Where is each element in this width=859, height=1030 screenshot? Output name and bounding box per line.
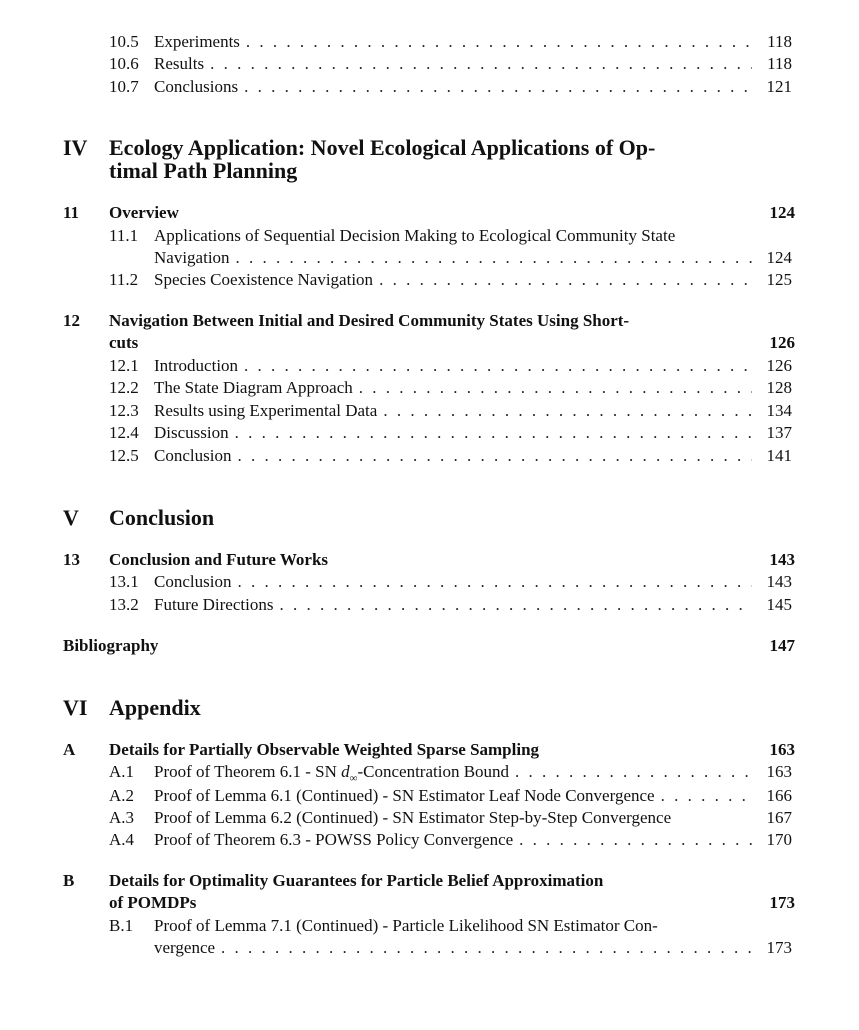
dot-leader <box>246 31 752 53</box>
math-subscript-infinity: ∞ <box>349 772 358 785</box>
dot-leader <box>661 785 752 807</box>
toc-section-a-1[interactable] <box>0 761 859 783</box>
page-number: 124 <box>769 203 795 222</box>
section-number: 13.1 <box>109 572 139 591</box>
toc-appendix-a[interactable] <box>0 739 859 761</box>
section-title: Proof of Theorem 6.3 - POWSS Policy Convergence <box>154 830 514 849</box>
toc-section-12-3[interactable] <box>0 400 859 422</box>
part-title-line2[interactable]: timal Path Planning <box>109 158 298 183</box>
chapter-title-line2: cuts <box>109 333 139 352</box>
toc-section-a-3[interactable] <box>0 807 859 829</box>
toc-chapter-13[interactable] <box>0 549 859 571</box>
bibliography-title: Bibliography <box>63 636 159 655</box>
dot-leader <box>236 247 752 269</box>
toc-section-10-5[interactable] <box>0 31 859 53</box>
page-number: 173 <box>766 938 792 957</box>
section-title: Results <box>154 54 205 73</box>
toc-section-13-1[interactable] <box>0 571 859 593</box>
part-title[interactable]: Appendix <box>109 695 201 720</box>
page-number: 128 <box>766 378 792 397</box>
section-number: 10.5 <box>109 32 139 51</box>
section-title: Results using Experimental Data <box>154 401 378 420</box>
page-number: 125 <box>766 270 792 289</box>
section-number: 13.2 <box>109 595 139 614</box>
page-number: 167 <box>766 808 792 827</box>
section-title: Conclusions <box>154 77 239 96</box>
page-number: 163 <box>766 762 792 781</box>
dot-leader <box>237 445 752 467</box>
section-title: The State Diagram Approach <box>154 378 353 397</box>
section-title: Conclusion <box>154 446 232 465</box>
toc-section-12-2[interactable] <box>0 377 859 399</box>
toc-section-12-5[interactable] <box>0 445 859 467</box>
dot-leader <box>210 53 752 75</box>
toc-chapter-11[interactable] <box>0 202 859 224</box>
page-number: 126 <box>769 333 795 352</box>
toc-appendix-b-cont[interactable] <box>0 892 859 914</box>
section-title-line2: vergence <box>154 938 216 957</box>
appendix-letter: A <box>63 740 76 759</box>
page-number: 163 <box>769 740 795 759</box>
appendix-letter: B <box>63 871 75 890</box>
toc-section-12-1[interactable] <box>0 355 859 377</box>
dot-leader <box>244 76 752 98</box>
page-number: 118 <box>767 54 792 73</box>
chapter-title: Conclusion and Future Works <box>109 550 329 569</box>
section-number: 10.7 <box>109 77 139 96</box>
section-title-line1: Applications of Sequential Decision Making to Ecological Community State <box>154 226 676 245</box>
chapter-title: Overview <box>109 203 179 222</box>
dot-leader <box>519 829 752 851</box>
page-number: 118 <box>767 32 792 51</box>
section-title: Discussion <box>154 423 229 442</box>
section-number: 12.4 <box>109 423 139 442</box>
chapter-number: 13 <box>63 550 80 569</box>
toc-section-b-1-cont[interactable] <box>0 937 859 959</box>
page-number: 137 <box>766 423 792 442</box>
section-number: A.1 <box>109 762 135 781</box>
part-title[interactable]: Conclusion <box>109 505 215 530</box>
toc-bibliography[interactable] <box>0 635 859 657</box>
dot-leader <box>359 377 752 399</box>
title-text: Proof of Theorem 6.1 - SN <box>154 762 342 781</box>
chapter-number: 12 <box>63 311 80 330</box>
part-title-line1[interactable]: Ecology Application: Novel Ecological Applications of Op- <box>109 135 656 160</box>
dot-leader <box>383 400 752 422</box>
page-number: 145 <box>766 595 792 614</box>
toc-section-10-6[interactable] <box>0 53 859 75</box>
dot-leader <box>244 355 752 377</box>
section-title: Future Directions <box>154 595 274 614</box>
part-number: V <box>63 505 79 530</box>
section-number: 11.2 <box>109 270 139 289</box>
page-number: 121 <box>766 77 792 96</box>
page-number: 124 <box>766 248 792 267</box>
dot-leader <box>237 571 752 593</box>
toc-section-11-2[interactable] <box>0 269 859 291</box>
page-number: 166 <box>766 786 792 805</box>
toc-section-11-1-cont[interactable] <box>0 247 859 269</box>
section-title: Proof of Lemma 6.1 (Continued) - SN Estimator Leaf Node Convergence <box>154 786 655 805</box>
section-number: A.4 <box>109 830 135 849</box>
toc-section-11-1[interactable] <box>0 225 859 247</box>
section-title: Introduction <box>154 356 239 375</box>
appendix-title-line1: Details for Optimality Guarantees for Particle Belief Approximation <box>109 871 604 890</box>
appendix-title-line2: of POMDPs <box>109 893 197 912</box>
section-number: B.1 <box>109 916 134 935</box>
section-number: 11.1 <box>109 226 139 245</box>
section-title: Proof of Lemma 6.2 (Continued) - SN Estimator Step-by-Step Convergence <box>154 808 672 827</box>
page-number: 170 <box>766 830 792 849</box>
toc-section-12-4[interactable] <box>0 422 859 444</box>
dot-leader <box>279 594 752 616</box>
appendix-title: Details for Partially Observable Weighted Sparse Sampling <box>109 740 540 759</box>
section-number: 12.3 <box>109 401 139 420</box>
toc-section-10-7[interactable] <box>0 76 859 98</box>
dot-leader <box>221 937 752 959</box>
title-text: -Concentration Bound <box>357 762 510 781</box>
page-number: 126 <box>766 356 792 375</box>
toc-appendix-b[interactable] <box>0 870 859 892</box>
page-number: 143 <box>769 550 795 569</box>
chapter-number: 11 <box>63 203 80 222</box>
part-number: IV <box>63 135 88 160</box>
section-number: 10.6 <box>109 54 139 73</box>
section-number: 12.5 <box>109 446 139 465</box>
toc-section-13-2[interactable] <box>0 594 859 616</box>
section-title: Experiments <box>154 32 240 51</box>
math-d: d <box>341 762 350 781</box>
toc-chapter-12-cont[interactable] <box>0 332 859 354</box>
dot-leader <box>235 422 752 444</box>
page-number: 141 <box>766 446 792 465</box>
section-number: A.2 <box>109 786 135 805</box>
section-title: Species Coexistence Navigation <box>154 270 374 289</box>
section-number: A.3 <box>109 808 135 827</box>
section-title-line1: Proof of Lemma 7.1 (Continued) - Particle Likelihood SN Estimator Con- <box>154 916 658 935</box>
chapter-title-line1: Navigation Between Initial and Desired Community States Using Short- <box>109 311 630 330</box>
section-number: 12.2 <box>109 378 139 397</box>
toc-section-a-2[interactable] <box>0 785 859 807</box>
page-number: 143 <box>766 572 792 591</box>
page-number: 147 <box>769 636 795 655</box>
section-title-line2: Navigation <box>154 248 230 267</box>
section-title: Conclusion <box>154 572 232 591</box>
page-number: 173 <box>769 893 795 912</box>
section-number: 12.1 <box>109 356 139 375</box>
toc-chapter-12[interactable] <box>0 310 859 332</box>
part-number: VI <box>63 695 88 720</box>
toc-section-b-1[interactable] <box>0 915 859 937</box>
toc-section-a-4[interactable] <box>0 829 859 851</box>
page-number: 134 <box>766 401 792 420</box>
dot-leader <box>379 269 752 291</box>
